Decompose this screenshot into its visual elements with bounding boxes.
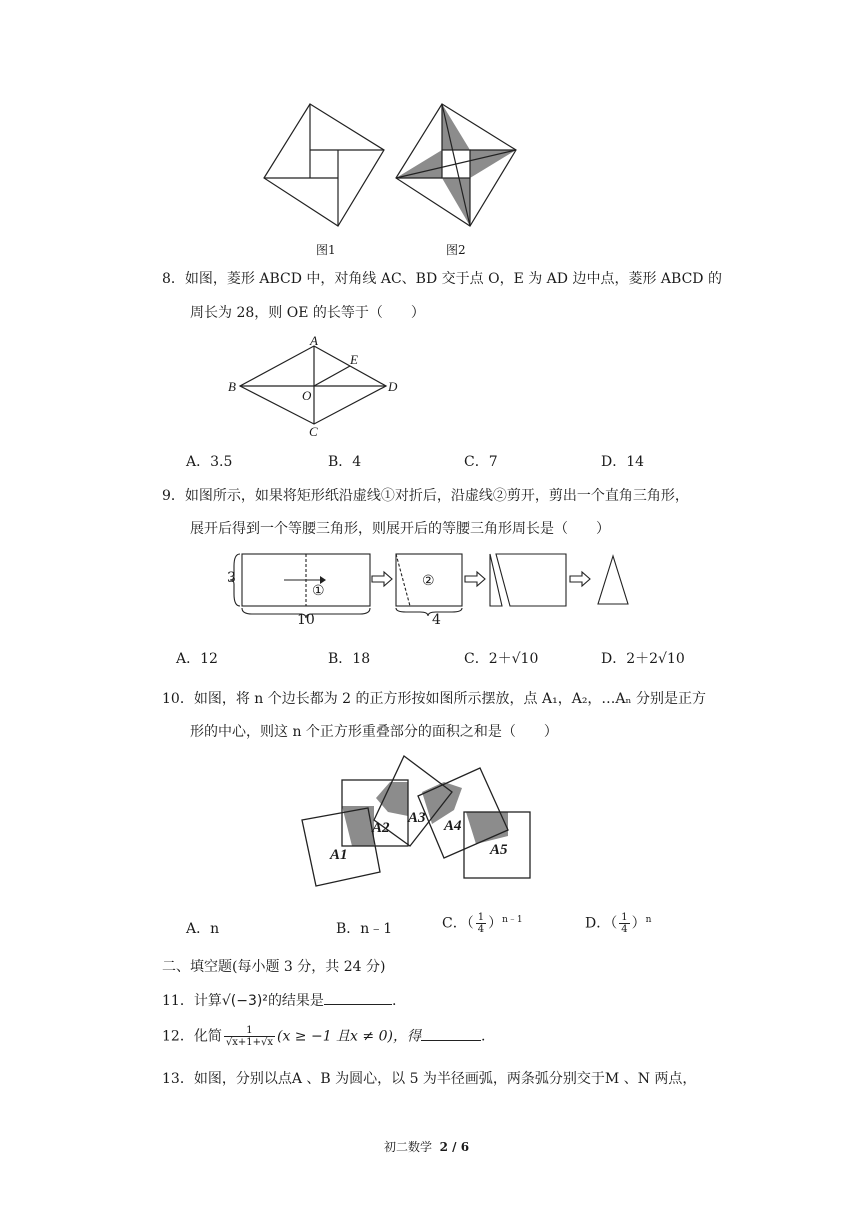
q10-option-a[interactable]: A．n	[186, 921, 220, 937]
q12-condition: (x ≥ −1 且x ≠ 0)，得	[276, 1028, 421, 1045]
footer-subject: 初二数学	[384, 1140, 433, 1154]
footer-page-number: 2 / 6	[439, 1140, 470, 1154]
q10-option-d[interactable]: D．（ $\frac{1}{4}$ ）$^n$	[585, 912, 652, 935]
q8-option-d[interactable]: D．14	[601, 454, 645, 470]
q9-option-c[interactable]: C．2＋√10	[464, 651, 539, 667]
q12-answer-blank[interactable]	[421, 1026, 481, 1041]
q9-text-line2: 展开后得到一个等腰三角形，则展开后的等腰三角形周长是（ ）	[190, 521, 610, 537]
q9-height-label: 3	[227, 570, 236, 586]
q8-label-O: O	[302, 388, 312, 403]
q10-label-a5: A5	[490, 842, 508, 858]
q8-label-A: A	[310, 333, 318, 348]
q8-label-D: D	[388, 379, 398, 394]
q9-option-d[interactable]: D．2＋2√10	[601, 651, 685, 667]
q8-text-line2: 周长为 28，则 OE 的长等于（ ）	[190, 305, 425, 321]
q9-cut-label: 4	[432, 612, 441, 628]
q9-option-a[interactable]: A．12	[176, 651, 218, 667]
q8-label-B: B	[228, 379, 236, 394]
fig7-caption-1: 图1	[316, 243, 336, 257]
q11-answer-blank[interactable]	[324, 990, 392, 1005]
q8-option-c[interactable]: C．7	[464, 454, 498, 470]
q9-text-line1: 9．如图所示，如果将矩形纸沿虚线①对折后，沿虚线②剪开，剪出一个直角三角形，	[162, 488, 689, 504]
q10-label-a2: A2	[372, 820, 390, 836]
q10-option-c[interactable]: C．（ $\frac{1}{4}$ ）$^{n﹣1}$	[442, 912, 523, 936]
q9-width-label: 10	[297, 612, 315, 628]
section2-title: 二、填空题(每小题 3 分，共 24 分)	[162, 959, 386, 975]
q7-figure-1	[262, 102, 388, 228]
q10-label-a1: A1	[330, 847, 348, 863]
q7-figure-2	[394, 102, 520, 228]
q8-label-C: C	[309, 424, 318, 439]
q9-option-b[interactable]: B．18	[328, 651, 371, 667]
q10-label-a4: A4	[444, 818, 462, 834]
q12-line: 12．化简 $\frac{1}{√x+1+√x}$ (x ≥ −1 且x ≠ 0)，得 .	[162, 1025, 486, 1048]
fig7-caption-2: 图2	[446, 243, 466, 257]
q8-option-b[interactable]: B．4	[328, 454, 362, 470]
q13-text-line1: 13．如图，分别以点A 、B 为圆心，以 5 为半径画弧，两条弧分别交于M 、N 两点，	[162, 1071, 697, 1087]
q11-expression: √(−3)²	[221, 993, 268, 1009]
q10-option-b[interactable]: B．n﹣1	[336, 921, 393, 937]
q8-option-a[interactable]: A．3.5	[186, 454, 233, 470]
q8-text-line1: 8．如图，菱形 ABCD 中，对角线 AC、BD 交于点 O，E 为 AD 边中点，菱形 ABCD 的	[162, 271, 722, 287]
q11-line: 11．计算√(−3)²的结果是 .	[162, 990, 396, 1011]
q9-fold-mark: ①	[312, 583, 325, 599]
page-footer	[384, 1138, 469, 1155]
q10-text-line2: 形的中心，则这 n 个正方形重叠部分的面积之和是（ ）	[190, 724, 558, 740]
q10-label-a3: A3	[408, 810, 426, 826]
q9-cut-mark: ②	[422, 573, 435, 589]
q8-label-E: E	[350, 352, 358, 367]
q10-text-line1: 10．如图，将 n 个边长都为 2 的正方形按如图所示摆放，点 A₁，A₂，…Aₙ 分别是正方	[162, 691, 707, 707]
